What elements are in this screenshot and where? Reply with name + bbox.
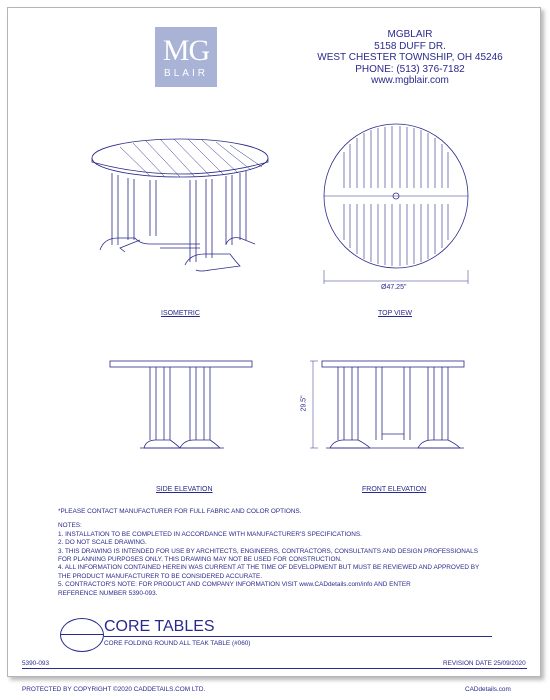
company-web[interactable]: www.mgblair.com: [371, 75, 449, 86]
copyright-footer: PROTECTED BY COPYRIGHT ©2020 CADDETAILS.COM LTD.: [22, 686, 206, 693]
isometric-view: [92, 139, 268, 271]
drawing-subtitle: CORE FOLDING ROUND ALL TEAK TABLE (#060): [104, 640, 251, 647]
note-line: THE PRODUCT MANUFACTURER TO BE CONSIDERED ACCURATE.: [58, 572, 263, 580]
note-line: 5. CONTRACTOR'S NOTE: FOR PRODUCT AND COMPANY INFORMATION VISIT www.CADdetails.com/info AND ENTER: [58, 581, 411, 589]
note-line: 3. THIS DRAWING IS INTENDED FOR USE BY ARCHITECTS, ENGINEERS, CONTRACTORS, CONSULTANTS AND DESIGN PROFESSIONALS: [58, 547, 478, 555]
company-city: WEST CHESTER TOWNSHIP, OH 45246: [317, 52, 503, 63]
side-elevation-label: SIDE ELEVATION: [156, 486, 213, 493]
note-line: 4. ALL INFORMATION CONTAINED HEREIN WAS CURRENT AT THE TIME OF DEVELOPMENT BUT MUST BE REVIEWED AND APPROVED BY: [58, 564, 480, 572]
isometric-label: ISOMETRIC: [161, 310, 200, 317]
logo-mg-text: MG: [162, 34, 210, 67]
bottom-rule: [22, 668, 527, 669]
note-line: 1. INSTALLATION TO BE COMPLETED IN ACCORDANCE WITH MANUFACTURER'S SPECIFICATIONS.: [58, 530, 362, 538]
height-dimension: 29.5": [300, 395, 308, 412]
notes-heading: NOTES:: [58, 522, 82, 530]
drawing-title: CORE TABLES: [104, 618, 215, 635]
caddetails-link[interactable]: CADdetails.com: [465, 686, 511, 693]
note-line: 2. DO NOT SCALE DRAWING.: [58, 539, 147, 547]
top-view: [324, 124, 468, 284]
front-elevation: [310, 361, 464, 448]
diameter-dimension: Ø47.25": [381, 284, 407, 291]
side-elevation: [110, 361, 252, 448]
note-line: REFERENCE NUMBER 5390-093.: [58, 589, 158, 597]
company-name: MGBLAIR: [387, 29, 433, 40]
revision-date: REVISION DATE 25/09/2020: [443, 660, 526, 667]
title-rule: [104, 636, 492, 637]
front-elevation-label: FRONT ELEVATION: [362, 486, 427, 493]
reference-number: 5390-093: [22, 660, 50, 667]
logo-blair-text: BLAIR: [164, 68, 208, 79]
company-street: 5158 DUFF DR.: [374, 40, 446, 52]
note-line: FOR PLANNING PURPOSES ONLY. THIS DRAWING MAY NOT BE USED FOR CONSTRUCTION.: [58, 556, 342, 564]
company-phone: PHONE: (513) 376-7182: [355, 63, 465, 75]
top-view-label: TOP VIEW: [378, 310, 412, 317]
title-circle: [60, 618, 104, 652]
contact-note: *PLEASE CONTACT MANUFACTURER FOR FULL FABRIC AND COLOR OPTIONS.: [58, 508, 302, 515]
notes-block: [58, 508, 498, 598]
title-circle-divider: [60, 634, 104, 635]
